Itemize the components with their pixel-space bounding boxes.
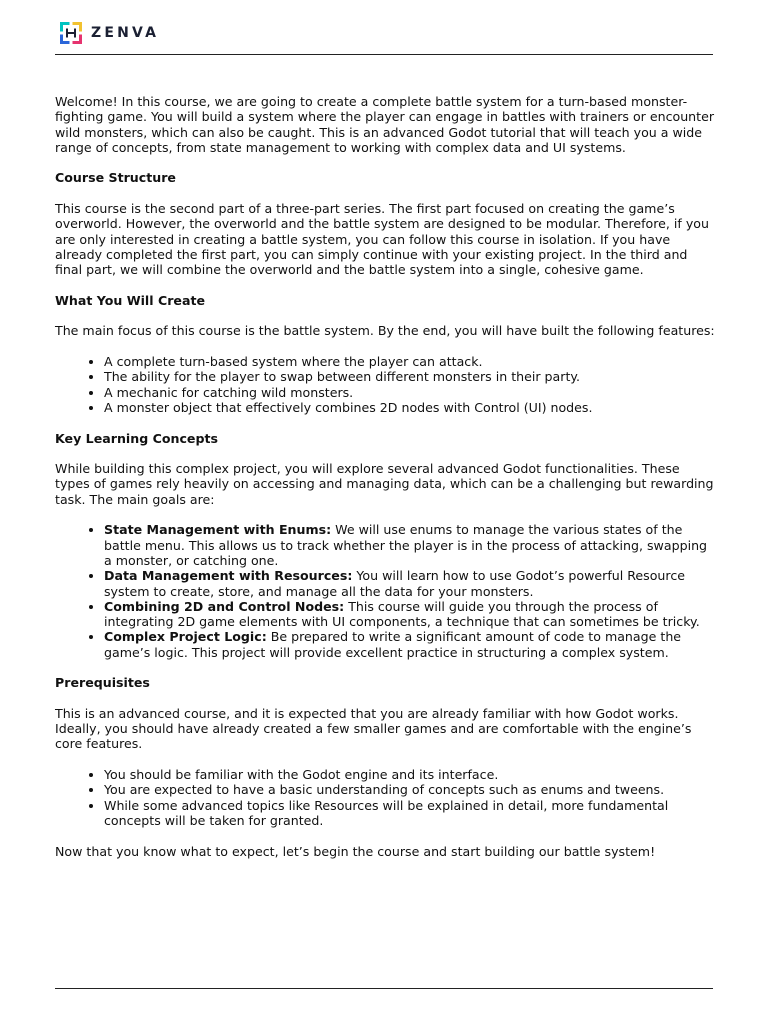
section-heading-concepts: Key Learning Concepts [55, 430, 218, 446]
concept-term: State Management with Enums: [104, 522, 332, 538]
section-heading-create: What You Will Create [55, 292, 206, 308]
concept-desc: Be prepared to write a significant amount of code to manage the game’s logic. This project will provide excellent practice in structuring a complex system. [104, 629, 682, 660]
concept-term: Complex Project Logic: [104, 629, 267, 645]
list-item [104, 599, 715, 630]
list-item [104, 568, 715, 599]
zenva-logo-icon [60, 22, 82, 44]
concept-term: Combining 2D and Control Nodes: [104, 598, 345, 614]
intro-paragraph: Welcome! In this course, we are going to create a complete battle system for a turn-based monster-fighting game. You will build a system where the player can engage in battles with trainers or encounter wild monsters, which can also be caught. This is an advanced Godot tutorial that will teach you a wide range of concepts, from state management to working with complex data and UI systems. [55, 94, 715, 155]
prereq-list [55, 767, 715, 828]
list-item: • While some advanced topics like Resources will be explained in detail, more fundamental concepts will be taken for granted. [104, 798, 715, 829]
create-list [55, 354, 715, 415]
concept-desc: We will use enums to manage the various states of the battle menu. This allows us to track whether the player is in the process of attacking, swapping a monster, or catching one. [104, 522, 708, 568]
brand-name: ZENVA [91, 25, 160, 41]
create-paragraph: The main focus of this course is the battle system. By the end, you will have built the following features: [55, 323, 715, 339]
document-body [55, 94, 715, 874]
page-header [55, 0, 713, 55]
list-item: • A monster object that effectively combines 2D nodes with Control (UI) nodes. [104, 400, 715, 415]
concept-term: Data Management with Resources: [104, 568, 353, 584]
concept-desc: You will learn how to use Godot’s powerful Resource system to create, store, and manage all the data for your monsters. [104, 568, 685, 599]
concepts-list [55, 522, 715, 660]
list-item [104, 629, 715, 660]
section-heading-prereq: Prerequisites [55, 675, 150, 691]
list-item: • You should be familiar with the Godot engine and its interface. [104, 767, 715, 782]
section-heading-structure: Course Structure [55, 170, 176, 186]
concept-desc: This course will guide you through the process of integrating 2D game elements with UI components, a technique that can sometimes be tricky. [104, 598, 700, 630]
list-item [104, 522, 715, 568]
zenva-logo [60, 22, 159, 44]
list-item: • You are expected to have a basic understanding of concepts such as enums and tweens. [104, 782, 715, 797]
footer-divider [55, 988, 713, 989]
outro-paragraph: Now that you know what to expect, let’s begin the course and start building our battle system! [55, 843, 656, 859]
prereq-paragraph: This is an advanced course, and it is expected that you are already familiar with how Godot works. Ideally, you should have already created a few smaller games and are comfortable with the engine’s core features. [55, 705, 692, 752]
concepts-paragraph: While building this complex project, you will explore several advanced Godot functionalities. These types of games rely heavily on accessing and managing data, which can be a challenging but rewarding task. The main goals are: [55, 461, 714, 507]
list-item: • A mechanic for catching wild monsters. [104, 385, 715, 400]
list-item: • A complete turn-based system where the player can attack. [104, 354, 715, 369]
list-item: • The ability for the player to swap between different monsters in their party. [104, 369, 715, 384]
structure-paragraph: This course is the second part of a three-part series. The first part focused on creating the game’s overworld. However, the overworld and the battle system are designed to be modular. Therefore, if you are only interested in creating a battle system, you can follow this course in isolation. If you have already completed the first part, you can simply continue with your existing project. In the third and final part, we will combine the overworld and the battle system into a single, cohesive game. [55, 201, 709, 278]
